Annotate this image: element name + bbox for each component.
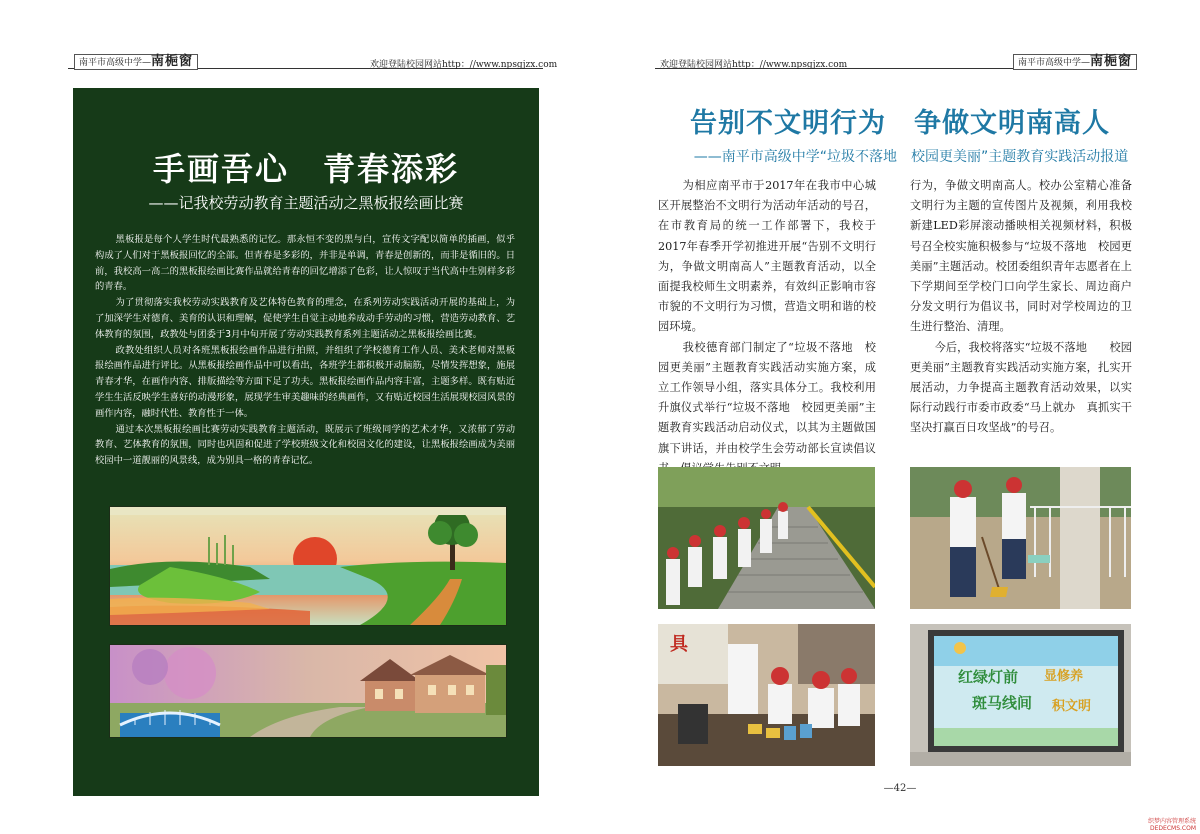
masthead-logo: 南梔窗	[151, 54, 194, 69]
students-stairs-image	[658, 467, 875, 609]
report-subtitle: ——南平市高级中学“垃圾不落地 校园更美丽”主题教育实践活动报道	[693, 149, 1129, 165]
house-landscape-image	[110, 645, 506, 737]
photo-led-screen	[910, 624, 1131, 766]
school-masthead-right: 南平市高级中学—南梔窗	[1013, 54, 1137, 70]
website-url-right[interactable]: 欢迎登陆校园网站http：//www.npsgjzx.com	[660, 60, 848, 70]
paragraph: 为了贯彻落实我校劳动实践教育及艺体特色教育的理念，在系列劳动实践活动开展的基础上，为了加深学生对德育、美育的认识和理解，促使学生自觉主动地养成动手劳动的习惯，营造劳动教育、艺体教育的氛围，政教处与团委于3月中旬开展了劳动实践教育系列主题活动之黑板报绘画比赛。	[95, 297, 515, 340]
paragraph: 黑板报是每个人学生时代最熟悉的记忆。那永恒不变的黑与白，宣传文字配以简单的插画，似乎构成了人们对于黑板报回忆的全部。但青春是多彩的，并非是单调，青春是创新的，而非是循旧的。日前，我校高一高二的黑板报绘画比赛作品就给青春的回忆增添了色彩，让人惊叹于当代高中生别样多彩的青春。	[95, 234, 515, 293]
article-panel-chalkboard	[73, 88, 539, 796]
chalkboard-painting-house	[109, 644, 507, 738]
students-sweeping-image	[910, 467, 1131, 609]
led-text-3: 斑马线间	[972, 694, 1033, 712]
paragraph: 今后，我校将落实“垃圾不落地 校园更美丽”主题教育实践活动实施方案，扎实开展活动，力争提高主题教育活动效果，以实际行动践行市委市政委“马上就办 真抓实干 坚决打赢百日攻坚战”的号召。	[910, 340, 1144, 435]
photo-students-stairs	[658, 467, 875, 609]
watermark	[1148, 818, 1196, 832]
school-name: 南平市高级中学	[79, 58, 143, 68]
led-screen-image	[910, 624, 1131, 766]
school-masthead-left: 南平市高级中学—南梔窗	[74, 54, 198, 70]
led-text-2: 显修养	[1044, 669, 1084, 684]
sunset-landscape-image	[110, 507, 506, 625]
watermark-line: DEDECMS.COM	[1150, 825, 1196, 832]
paragraph: 通过本次黑板报绘画比赛劳动实践教育主题活动，既展示了班级同学的艺术才华，又浓郁了劳动教育、艺体教育的氛围，同时也巩固和促进了学校班级文化和校园文化的建设，让黑板报绘画成为美丽校园中一道靓丽的风景线，成为别具一格的青春记忆。	[95, 423, 515, 467]
paragraph: 为相应南平市于2017年在我市中心城区开展整治不文明行为活动年活动的号召，在市教育局的统一工作部署下，我校于2017年春季开学初推进开展“告别不文明行为，争做文明南高人”主题教育活动，以全面提我校师生文明素养，有效纠正影响市容市貌的不文明行为习惯，营造文明和谐的校园环境。	[658, 179, 876, 334]
paragraph: 政教处组织人员对各班黑板报绘画作品进行拍照，并组织了学校德育工作人员、美术老师对黑板报绘画作品进行评比。从黑板报绘画作品中可以看出，各班学生都积极开动脑筋，尽情发挥想象，施展青春才华，在画作内容、排版描绘等方面下足了功夫。黑板报绘画作品内容丰富，主题多样。既有贴近学生生活反映学生喜好的动漫形象，展现学生审美趣味的经典画作，又有贴近校园生活展现校园风景的画作内容，融时代性、教育性于一体。	[95, 344, 515, 419]
report-title: 告别不文明行为 争做文明南高人	[690, 108, 1110, 139]
page-number: —42—	[883, 783, 917, 794]
masthead-logo: 南梔窗	[1090, 54, 1133, 69]
article-body	[95, 232, 515, 469]
article-title: 手画吾心 青春添彩	[152, 150, 459, 188]
report-column-1	[658, 176, 876, 479]
chalkboard-painting-sunset	[109, 506, 507, 626]
photo-students-shop	[658, 624, 875, 766]
led-text-1: 红绿灯前	[958, 668, 1019, 686]
students-shop-image	[658, 624, 875, 766]
photo-students-sweeping	[910, 467, 1131, 609]
watermark-line: 织梦内容管理系统	[1147, 818, 1196, 825]
report-column-2	[910, 176, 1144, 439]
paragraph: 行为，争做文明南高人。校办公室精心准备文明行为主题的宣传图片及视频，利用我校新建LED彩屏滚动播映相关视频材料，积极号召全校实施积极参与“垃圾不落地 校园更美丽”主题活动。校团委组织青年志愿者在上下学期间至学校门口向学生家长、周边商户分发文明行为倡议书，同时对学校周边的卫生进行整治、清理。	[910, 179, 1132, 334]
led-text-4: 积文明	[1052, 699, 1092, 714]
shop-sign-text: 具	[670, 634, 688, 655]
article-subtitle: ——记我校劳动教育主题活动之黑板报绘画比赛	[148, 194, 464, 212]
paragraph: 我校德育部门制定了“垃圾不落地 校园更美丽”主题教育实践活动实施方案，成立工作领导小组，落实具体分工。我校利用升旗仪式举行“垃圾不落地 校园更美丽”主题教育实践活动启动仪式，以其为主题做国旗下讲话，并由校学生会劳动部长宣读倡议	[658, 340, 876, 455]
school-name: 南平市高级中学	[1018, 58, 1082, 68]
website-url-left[interactable]: 欢迎登陆校园网站http：//www.npsgjzx.com	[370, 60, 558, 70]
